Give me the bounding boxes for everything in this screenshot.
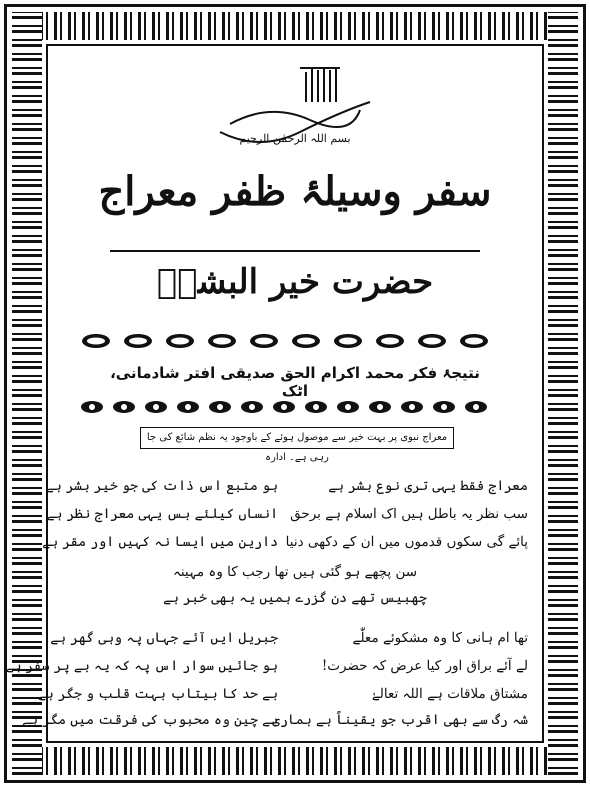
page-title: سفر وسیلۂ ظفر معراج (98, 168, 492, 215)
verse-line: ہو متبع اس ذات کی جو خیر بشر ہے (45, 478, 278, 494)
title-divider (110, 250, 480, 252)
verse-line: تھا ام ہانی کا وہ مشکوئے معلّٰے (352, 630, 528, 646)
verse-line: لے آئے براق اور کیا عرض کہ حضرت! (321, 658, 528, 674)
ornament-row-top (78, 330, 512, 352)
verse-line: معراج فقط یہی تری نوع بشر ہے (328, 478, 528, 494)
bismillah-calligraphy (200, 62, 380, 152)
border-right (548, 12, 578, 775)
verse-line: جبریل ایں آئے جہاں پہ وہی گھر ہے (50, 630, 278, 646)
ornament-row-bottom (78, 396, 512, 418)
center-verse: سن پچھے ہو گئی ہیں تھا رجب کا وہ مہینہ (172, 564, 418, 580)
editor-note: معراج نبوی پر بہت خیر سے موصول ہوئے کے باوجود یہ نظم شائع کی جا رہی ہے۔ ادارہ (140, 427, 454, 449)
verse-line: بے چین وہ محبوب کی فرقت میں مگر ہے (22, 712, 278, 728)
verse-line: شہ رگ سے بھی اقرب جو یقیناً ہے ہماری (272, 712, 528, 728)
page-subtitle: حضرت خیر البشرؐ (156, 262, 434, 302)
verse-line: بے حد کا بیتاب بہت قلب و جگر ہے (38, 686, 278, 702)
author-credit: نتیجۂ فکر محمد اکرام الحق صدیقی افتر شادمانی، اٹک (110, 364, 480, 400)
verse-line: دارین میں ایسا نہ کہیں اور مقر ہے (42, 534, 278, 550)
center-verse: چھبیس تھے دن گزرے ہمیں یہ بھی خبر ہے (163, 590, 427, 606)
verse-line: مشتاق ملاقات ہے اللہ تعالےٰ (371, 686, 528, 702)
bismillah-text: بسم اللہ الرحمٰن الرحیم (239, 132, 351, 145)
verse-line: پائے گی سکوں قدموں میں ان کے دکھی دنیا (285, 534, 528, 550)
border-bottom (12, 747, 578, 775)
border-top (12, 12, 578, 40)
verse-line: سب نظر یہ باطل ہیں اک اسلام ہے برحق (290, 506, 528, 522)
verse-line: ہو جائیں سوار اس پہ کہ یہ بے پر سفر ہے (5, 658, 278, 674)
verse-line: انساں کیلئے بس یہی معراج نظر ہے (46, 506, 278, 522)
